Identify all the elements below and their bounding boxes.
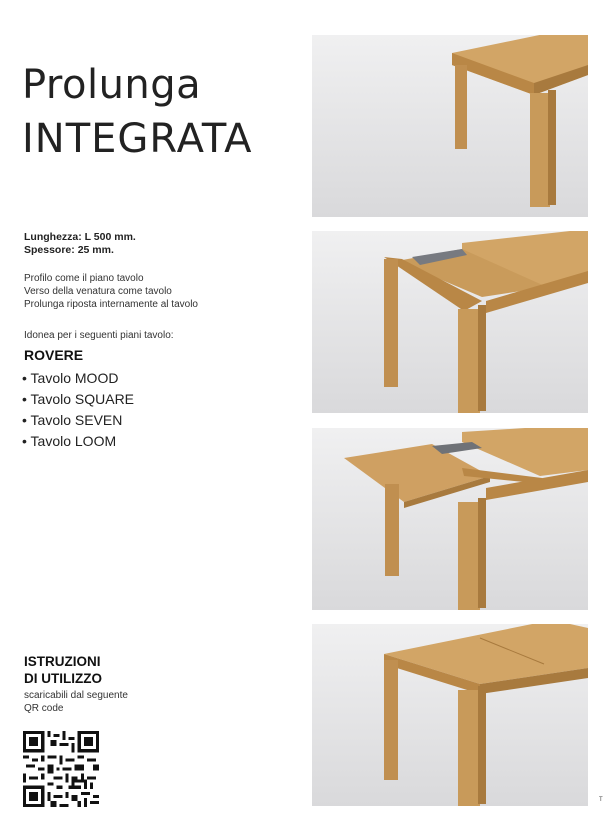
spec-length: Lunghezza: L 500 mm. — [24, 231, 136, 243]
feature-1: Profilo come il piano tavolo — [24, 273, 144, 284]
page-marker: T — [599, 797, 603, 803]
model-list — [22, 368, 134, 452]
model-item: • Tavolo SEVEN — [22, 412, 123, 428]
photo-extension-extended — [312, 624, 588, 806]
instructions-subtext: scaricabili dal seguente QR code — [24, 690, 128, 714]
photo-extension-unfolding — [312, 428, 588, 610]
photo-extension-opening — [312, 231, 588, 413]
feature-3: Prolunga riposta internamente al tavolo — [24, 299, 198, 310]
material-label: ROVERE — [24, 347, 84, 363]
spec-thickness: Spessore: 25 mm. — [24, 244, 114, 256]
suitable-for-label: Idonea per i seguenti piani tavolo: — [24, 330, 174, 341]
photo-table-closed — [312, 35, 588, 217]
title-line-1: Prolunga — [22, 62, 202, 108]
instructions-heading: ISTRUZIONI DI UTILIZZO — [24, 654, 102, 686]
model-item: • Tavolo LOOM — [22, 433, 117, 449]
qr-code[interactable] — [23, 731, 99, 807]
model-item: • Tavolo SQUARE — [22, 391, 135, 407]
feature-2: Verso della venatura come tavolo — [24, 286, 172, 297]
title-line-2: INTEGRATA — [22, 116, 253, 162]
model-item: • Tavolo MOOD — [22, 370, 119, 386]
